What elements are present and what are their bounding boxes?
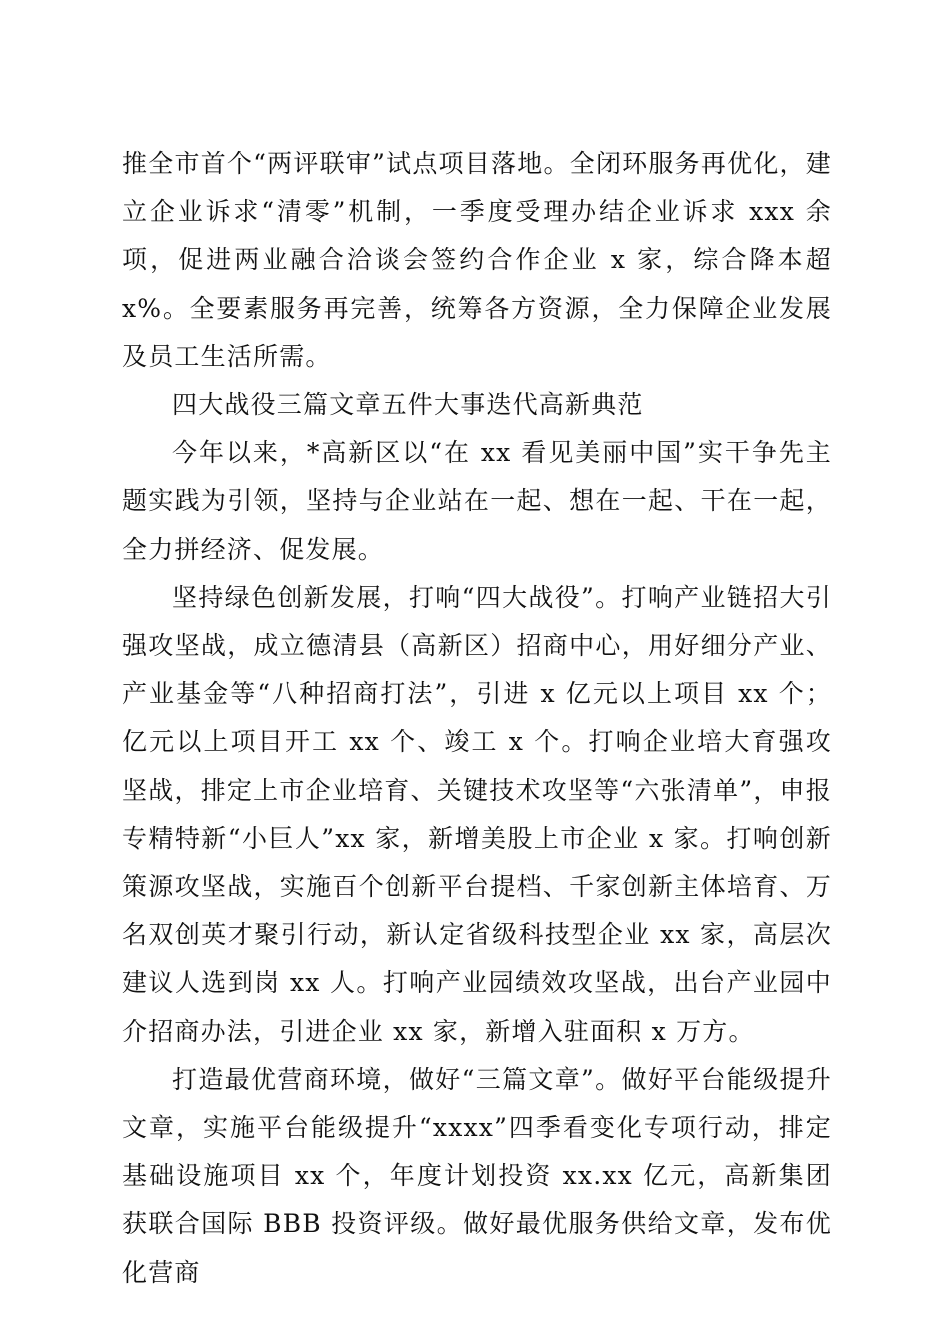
paragraph-three-articles: 打造最优营商环境，做好“三篇文章”。做好平台能级提升文章，实施平台能级提升“xxxx”四季看变化专项行动，排定基础设施项目 xx 个，年度计划投资 xx.xx 亿元，高新集团获联合国际 BBB 投资评级。做好最优服务供给文章，发布优化营商 [122,1064,832,1287]
section-heading: 四大战役三篇文章五件大事迭代高新典范 [172,390,644,420]
paragraph-introduction: 今年以来，*高新区以“在 xx 看见美丽中国”实干争先主题实践为引领，坚持与企业站在一起、想在一起、干在一起，全力拼经济、促发展。 [122,438,832,564]
paragraph-four-campaigns: 坚持绿色创新发展，打响“四大战役”。打响产业链招大引强攻坚战，成立德清县（高新区）招商中心，用好细分产业、产业基金等“八种招商打法”，引进 x 亿元以上项目 xx 个；亿元以上项目开工 xx 个、竣工 x 个。打响企业培大育强攻坚战，排定上市企业培育、关键技术攻坚等“六张清单”，申报专精特新“小巨人”xx 家，新增美股上市企业 x 家。打响创新策源攻坚战，实施百个创新平台提档、千家创新主体培育、万名双创英才聚引行动，新认定省级科技型企业 xx 家，高层次建议人选到岗 xx 人。打响产业园绩效攻坚战，出台产业园中介招商办法，引进企业 xx 家，新增入驻面积 x 万方。 [122,582,832,1046]
document-body [122,140,832,1297]
paragraph-service-optimization: 推全市首个“两评联审”试点项目落地。全闭环服务再优化，建立企业诉求“清零”机制，一季度受理办结企业诉求 xxx 余项，促进两业融合洽谈会签约合作企业 x 家，综合降本超 x%。全要素服务再完善，统筹各方资源，全力保障企业发展及员工生活所需。 [122,149,832,371]
